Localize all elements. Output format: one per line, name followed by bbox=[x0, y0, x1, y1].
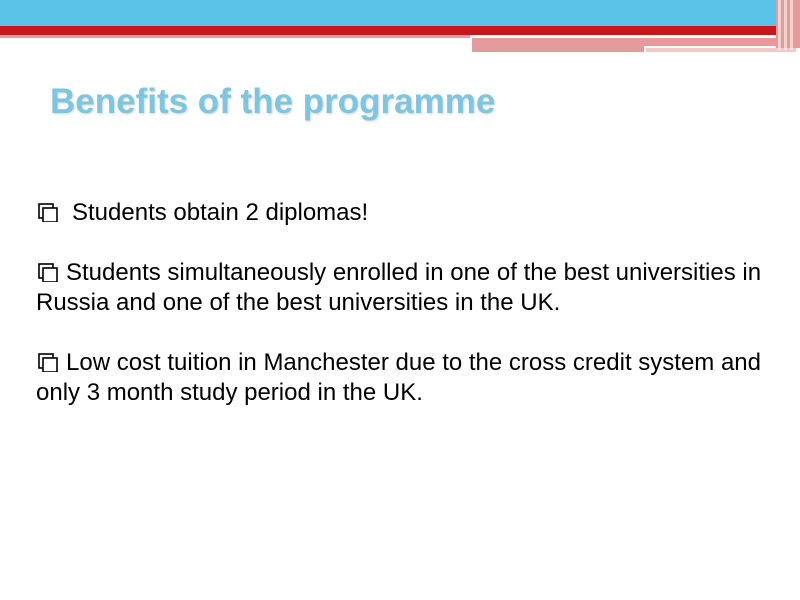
bullet-item bbox=[36, 348, 764, 408]
bullet-text: Low cost tuition in Manchester due to the cross credit system and only 3 month study period in the UK. bbox=[36, 349, 762, 406]
checkbox-square-icon bbox=[36, 352, 60, 372]
bullet-text: Students obtain 2 diplomas! bbox=[72, 199, 369, 226]
checkbox-square-icon bbox=[36, 202, 60, 222]
bullet-text: Students simultaneously enrolled in one of the best universities in Russia and one of the best universities in the UK. bbox=[36, 259, 762, 316]
header-decoration bbox=[0, 0, 800, 60]
bullet-item bbox=[36, 258, 764, 318]
slide-title: Benefits of the programme bbox=[50, 82, 496, 121]
bullet-item bbox=[36, 198, 764, 228]
bullet-list bbox=[36, 198, 764, 438]
checkbox-square-icon bbox=[36, 262, 60, 282]
